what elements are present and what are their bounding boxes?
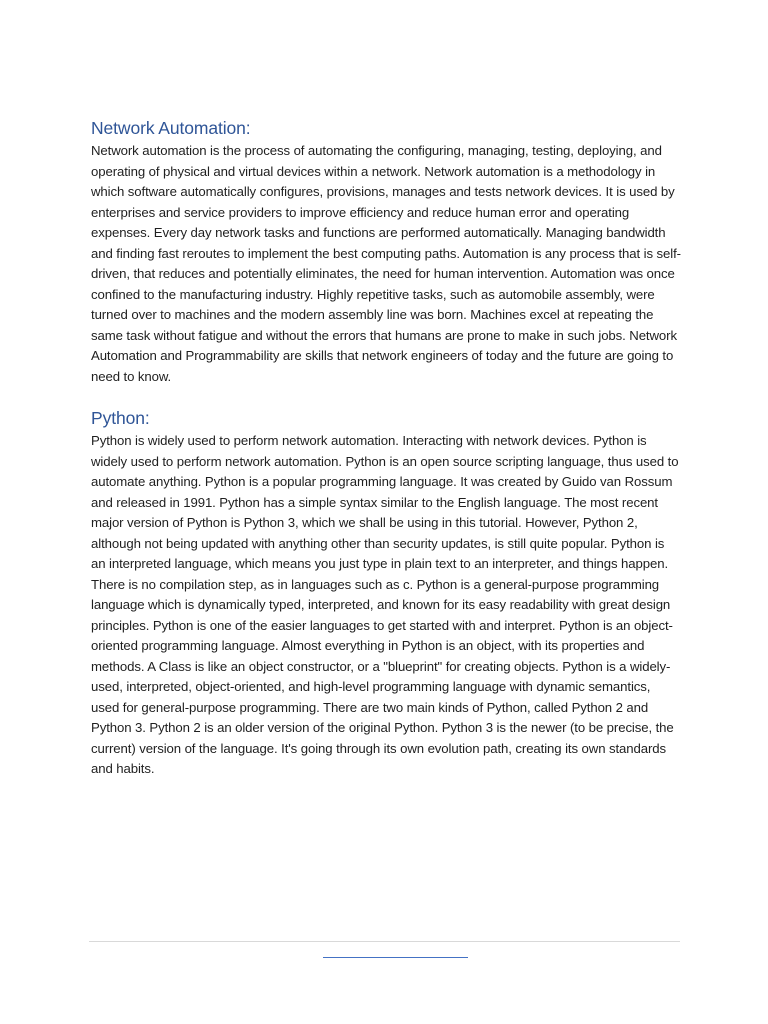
- footer-link-underline[interactable]: [323, 957, 468, 958]
- section-heading-python: Python:: [91, 408, 150, 428]
- section-body-network-automation: Network automation is the process of automating the configuring, managing, testing, deploying, and operating of physical and virtual devices within a network. Network automation is a methodology in which software automatically configures, provisions, manages and tests network devices. It is used by enterprises and service providers to improve efficiency and reduce human error and operating expenses. Every day network tasks and functions are performed automatically. Managing bandwidth and finding fast reroutes to implement the best computing paths. Automation is any process that is self-driven, that reduces and potentially eliminates, the need for human intervention. Automation was once confined to the manufacturing industry. Highly repetitive tasks, such as automobile assembly, were turned over to machines and the modern assembly line was born. Machines excel at repeating the same task without fatigue and without the errors that humans are prone to make in such jobs. Network Automation and Programmability are skills that network engineers of today and the future are going to need to know.: [91, 143, 681, 384]
- section-heading-network-automation: Network Automation:: [91, 118, 251, 138]
- document-content: [91, 112, 681, 780]
- section-body-python: Python is widely used to perform network automation. Interacting with network devices. Python is widely used to perform network automation. Python is an open source scripting language, thus used to automate anything. Python is a popular programming language. It was created by Guido van Rossum and released in 1991. Python has a simple syntax similar to the English language. The most recent major version of Python is Python 3, which we shall be using in this tutorial. However, Python 2, although not being updated with anything other than security updates, is still quite popular. Python is an interpreted language, which means you just type in plain text to an interpreter, and things happen. There is no compilation step, as in languages such as c. Python is a general-purpose programming language which is dynamically typed, interpreted, and known for its easy readability with great design principles. Python is one of the easier languages to get started with and interpret. Python is an object-oriented programming language. Almost everything in Python is an object, with its properties and methods. A Class is like an object constructor, or a "blueprint" for creating objects. Python is a widely-used, interpreted, object-oriented, and high-level programming language with dynamic semantics, used for general-purpose programming. There are two main kinds of Python, called Python 2 and Python 3. Python 2 is an older version of the original Python. Python 3 is the newer (to be precise, the current) version of the language. It's going through its own evolution path, creating its own standards and habits.: [91, 433, 679, 776]
- footer-divider: [89, 941, 680, 942]
